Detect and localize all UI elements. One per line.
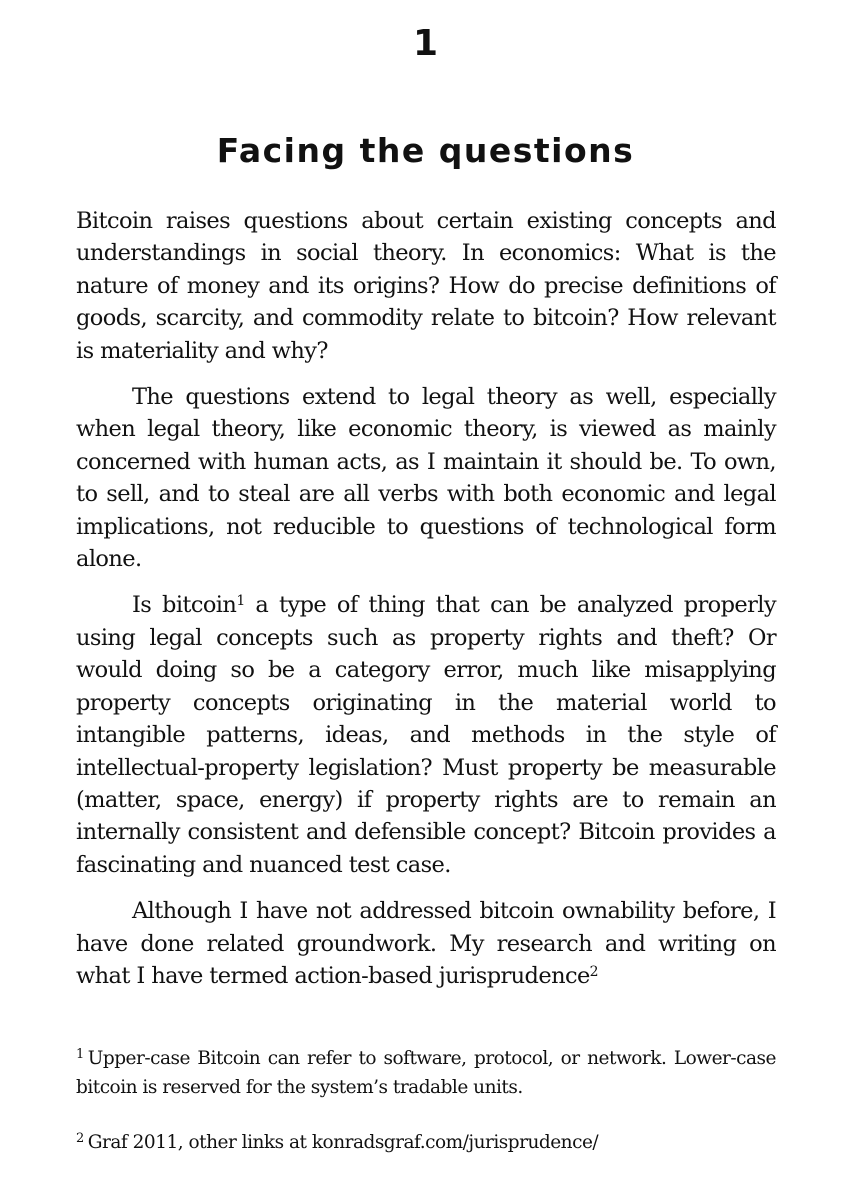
paragraph-4-text: Although I have not addressed bitcoin ownability before, I have done related groundwork. My research and writing on what I have termed action-based jurisprudence [76, 898, 776, 989]
paragraph-3-start: Is bitcoin [132, 592, 237, 619]
body-text [76, 205, 776, 1006]
footnotes [76, 1044, 776, 1183]
chapter-number: 1 [412, 23, 439, 64]
paragraph-1: Bitcoin raises questions about certain existing concepts and understandings in social theory. In economics: What is the nature of money and its origins? How do precise definitions of goods, scarcity, and commodity relate to bitcoin? How relevant is materiality and why? [76, 208, 776, 364]
footnote-ref-1[interactable]: 1 [236, 593, 245, 610]
paragraph-4 [76, 895, 776, 992]
paragraph-3 [76, 589, 776, 881]
chapter-title: Facing the questions [216, 131, 635, 170]
paragraph-2: The questions extend to legal theory as well, especially when legal theory, like economic theory, is viewed as mainly concerned with human acts, as I maintain it should be. To own, to sell, and to steal are all verbs with both economic and legal implications, not reducible to questions of technological form alone. [76, 384, 776, 573]
footnote-1 [76, 1044, 776, 1102]
footnote-ref-2[interactable]: 2 [589, 963, 598, 980]
paragraph-3-rest: a type of thing that can be analyzed properly using legal concepts such as property rights and theft? Or would doing so be a category error, much like misapplying property concepts originating in the material world to intangible patterns, ideas, and methods in the style of intellectual-property legislation? Must property be measurable (matter, space, energy) if property rights are to remain an internally consistent and defensible concept? Bitcoin provides a fascinating and nuanced test case. [76, 592, 776, 878]
footnote-2-number: 2 [76, 1131, 84, 1146]
footnote-1-text: Upper-case Bitcoin can refer to software, protocol, or network. Lower-case bitcoin is reserved for the system’s tradable units. [76, 1048, 776, 1098]
footnote-2 [76, 1128, 776, 1157]
footnote-2-text: Graf 2011, other links at konradsgraf.com/jurisprudence/ [87, 1132, 599, 1153]
footnote-1-number: 1 [76, 1047, 84, 1062]
